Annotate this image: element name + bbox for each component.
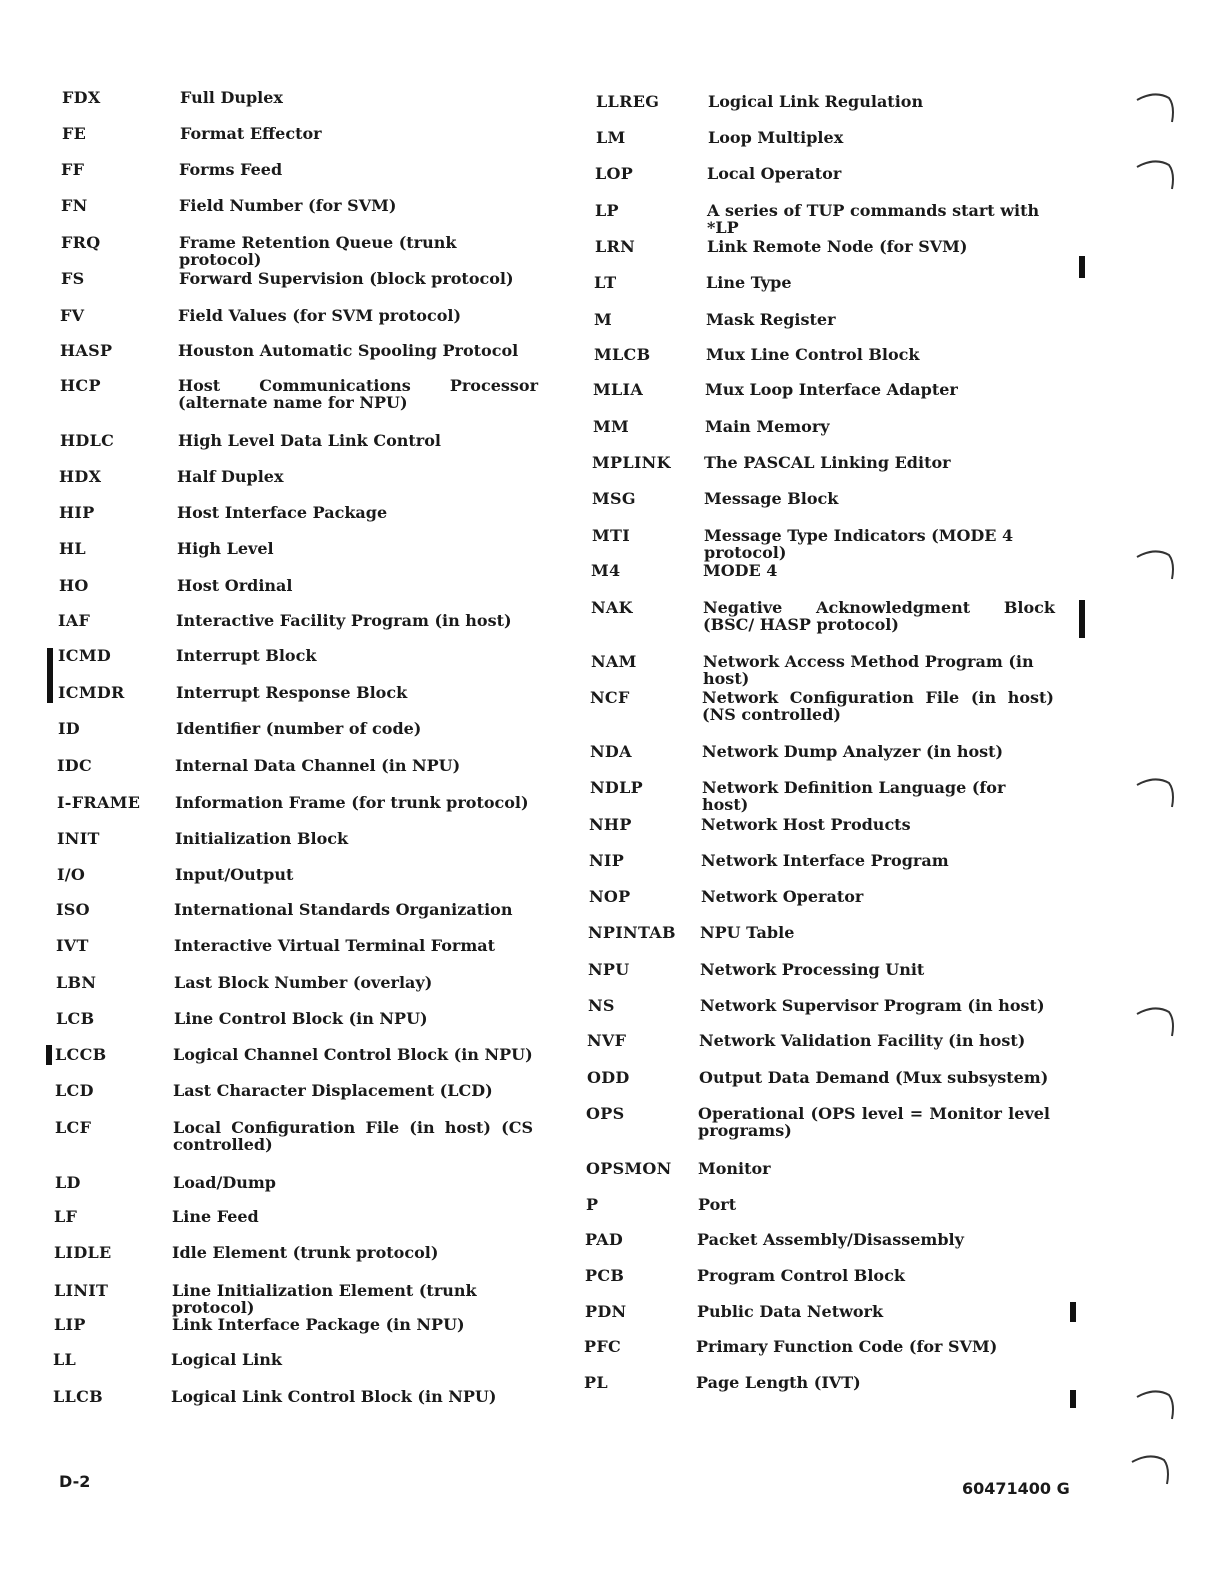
acronym: LD <box>55 1173 81 1192</box>
definition: Network Validation Facility (in host) <box>699 1031 1026 1050</box>
change-bar <box>1070 1302 1076 1322</box>
definition: Input/Output <box>175 865 294 884</box>
definition: Primary Function Code (for SVM) <box>696 1337 998 1356</box>
acronym: HCP <box>60 376 101 395</box>
acronym: LIDLE <box>54 1243 112 1262</box>
acronym: HDX <box>59 467 102 486</box>
definition: Packet Assembly/Disassembly <box>697 1230 964 1249</box>
acronym: ICMD <box>58 646 112 665</box>
definition: Host Communications Processor (alternate name for NPU) <box>178 376 538 412</box>
definition: Monitor <box>698 1159 771 1178</box>
acronym: MLIA <box>593 380 644 399</box>
definition: Network Processing Unit <box>700 960 925 979</box>
definition: Field Values (for SVM protocol) <box>178 306 462 325</box>
acronym: M <box>594 310 613 329</box>
acronym: MTI <box>592 526 631 545</box>
acronym: LRN <box>595 237 636 256</box>
definition: Network Definition Language (for host) <box>702 778 1006 814</box>
acronym: NOP <box>589 887 631 906</box>
definition: Logical Link Regulation <box>708 92 924 111</box>
acronym: I-FRAME <box>57 793 141 812</box>
acronym: IVT <box>56 936 89 955</box>
acronym: HL <box>59 539 86 558</box>
acronym: NS <box>588 996 615 1015</box>
acronym: FS <box>61 269 85 288</box>
definition: Local Operator <box>707 164 842 183</box>
definition: NPU Table <box>700 923 795 942</box>
definition: Network Interface Program <box>701 851 949 870</box>
definition: Last Block Number (overlay) <box>174 973 433 992</box>
definition: Internal Data Channel (in NPU) <box>175 756 461 775</box>
acronym: NAM <box>591 652 637 671</box>
definition: MODE 4 <box>703 561 778 580</box>
acronym: LP <box>595 201 619 220</box>
definition: Logical Channel Control Block (in NPU) <box>173 1045 533 1064</box>
acronym: LBN <box>56 973 97 992</box>
definition: Interrupt Response Block <box>176 683 408 702</box>
definition: Houston Automatic Spooling Protocol <box>178 341 519 360</box>
change-bar <box>47 648 53 703</box>
binder-hole-mark <box>1135 1002 1180 1042</box>
definition: Initialization Block <box>175 829 349 848</box>
acronym: NDA <box>590 742 632 761</box>
definition: Public Data Network <box>697 1302 884 1321</box>
acronym: INIT <box>57 829 100 848</box>
definition: Identifier (number of code) <box>176 719 422 738</box>
acronym: NVF <box>587 1031 627 1050</box>
acronym: MPLINK <box>592 453 671 472</box>
definition: Message Block <box>704 489 839 508</box>
binder-hole-mark <box>1135 88 1180 128</box>
acronym: LLCB <box>53 1387 103 1406</box>
acronym: LCF <box>55 1118 92 1137</box>
definition: Line Control Block (in NPU) <box>174 1009 428 1028</box>
acronym: FE <box>62 124 87 143</box>
definition: Page Length (IVT) <box>696 1373 861 1392</box>
definition: Last Character Displacement (LCD) <box>173 1081 493 1100</box>
acronym: NPU <box>588 960 630 979</box>
acronym: NAK <box>591 598 633 617</box>
definition: Negative Acknowledgment Block (BSC/ HASP protocol) <box>703 598 1055 634</box>
definition: Logical Link Control Block (in NPU) <box>171 1387 497 1406</box>
definition: Network Dump Analyzer (in host) <box>702 742 1004 761</box>
definition: Local Configuration File (in host) (CS controlled) <box>173 1118 533 1154</box>
acronym: LCD <box>55 1081 94 1100</box>
acronym: P <box>586 1195 599 1214</box>
definition: Operational (OPS level = Monitor level programs) <box>698 1104 1050 1140</box>
definition: Link Interface Package (in NPU) <box>172 1315 465 1334</box>
definition: Format Effector <box>180 124 322 143</box>
change-bar <box>1079 600 1085 638</box>
acronym: FRQ <box>61 233 101 252</box>
acronym: PFC <box>584 1337 622 1356</box>
definition: The PASCAL Linking Editor <box>704 453 951 472</box>
acronym: HASP <box>60 341 113 360</box>
acronym: PCB <box>585 1266 625 1285</box>
definition: Link Remote Node (for SVM) <box>707 237 968 256</box>
acronym: LIP <box>54 1315 86 1334</box>
acronym: M4 <box>591 561 621 580</box>
change-bar <box>1079 256 1085 278</box>
definition: Network Supervisor Program (in host) <box>700 996 1045 1015</box>
definition: Load/Dump <box>173 1173 276 1192</box>
definition: Forward Supervision (block protocol) <box>179 269 514 288</box>
definition: Network Configuration File (in host) (NS controlled) <box>702 688 1054 724</box>
definition: High Level <box>177 539 274 558</box>
acronym: ISO <box>56 900 90 919</box>
acronym: LF <box>54 1207 78 1226</box>
acronym: LL <box>53 1350 77 1369</box>
binder-hole-mark <box>1135 155 1180 195</box>
definition: Network Host Products <box>701 815 911 834</box>
acronym: LCB <box>56 1009 95 1028</box>
acronym: MLCB <box>594 345 651 364</box>
page-number: D-2 <box>59 1472 91 1491</box>
change-bar <box>1070 1390 1076 1408</box>
acronym: NDLP <box>590 778 643 797</box>
binder-hole-mark <box>1135 545 1180 585</box>
definition: Logical Link <box>171 1350 282 1369</box>
definition: Forms Feed <box>179 160 283 179</box>
acronym: MSG <box>592 489 636 508</box>
definition: Interactive Facility Program (in host) <box>176 611 512 630</box>
acronym: LT <box>594 273 617 292</box>
definition: Output Data Demand (Mux subsystem) <box>699 1068 1049 1087</box>
definition: Field Number (for SVM) <box>179 196 397 215</box>
acronym: ODD <box>587 1068 630 1087</box>
acronym: NIP <box>589 851 625 870</box>
acronym: LLREG <box>596 92 660 111</box>
definition: Message Type Indicators (MODE 4 protocol) <box>704 526 1014 562</box>
definition: Network Access Method Program (in host) <box>703 652 1034 688</box>
acronym: FF <box>61 160 85 179</box>
acronym: PAD <box>585 1230 624 1249</box>
definition: Full Duplex <box>180 88 283 107</box>
definition: Host Interface Package <box>177 503 388 522</box>
acronym: FN <box>61 196 88 215</box>
definition: Mask Register <box>706 310 836 329</box>
acronym: HIP <box>59 503 95 522</box>
acronym: PL <box>584 1373 608 1392</box>
binder-hole-mark <box>1135 1385 1180 1425</box>
definition: Loop Multiplex <box>708 128 844 147</box>
definition: Mux Line Control Block <box>706 345 920 364</box>
document-number: 60471400 G <box>962 1479 1070 1498</box>
acronym: NCF <box>590 688 630 707</box>
change-bar <box>46 1045 52 1065</box>
binder-hole-mark <box>1130 1450 1175 1490</box>
definition: International Standards Organization <box>174 900 513 919</box>
definition: Information Frame (for trunk protocol) <box>175 793 529 812</box>
acronym: PDN <box>585 1302 627 1321</box>
definition: A series of TUP commands start with *LP <box>707 201 1040 237</box>
definition: Line Type <box>706 273 792 292</box>
definition: Host Ordinal <box>177 576 293 595</box>
definition: Line Feed <box>172 1207 259 1226</box>
acronym: ICMDR <box>58 683 125 702</box>
acronym: MM <box>593 417 630 436</box>
definition: Interrupt Block <box>176 646 317 665</box>
acronym: FV <box>60 306 85 325</box>
acronym: OPS <box>586 1104 625 1123</box>
acronym: HDLC <box>60 431 115 450</box>
acronym: IAF <box>58 611 91 630</box>
definition: Main Memory <box>705 417 830 436</box>
definition: Network Operator <box>701 887 864 906</box>
acronym: LOP <box>595 164 634 183</box>
definition: Frame Retention Queue (trunk protocol) <box>179 233 457 269</box>
definition: Idle Element (trunk protocol) <box>172 1243 439 1262</box>
definition: Line Initialization Element (trunk protocol) <box>172 1281 477 1317</box>
definition: High Level Data Link Control <box>178 431 441 450</box>
definition: Interactive Virtual Terminal Format <box>174 936 496 955</box>
acronym: NPINTAB <box>588 923 676 942</box>
definition: Mux Loop Interface Adapter <box>705 380 958 399</box>
acronym: IDC <box>57 756 92 775</box>
binder-hole-mark <box>1135 773 1180 813</box>
definition: Port <box>698 1195 737 1214</box>
acronym: LM <box>596 128 626 147</box>
acronym: FDX <box>62 88 101 107</box>
definition: Program Control Block <box>697 1266 905 1285</box>
acronym: LCCB <box>55 1045 107 1064</box>
acronym: NHP <box>589 815 632 834</box>
acronym: OPSMON <box>586 1159 672 1178</box>
acronym: ID <box>58 719 80 738</box>
acronym: HO <box>59 576 89 595</box>
acronym: LINIT <box>54 1281 109 1300</box>
acronym: I/O <box>57 865 86 884</box>
definition: Half Duplex <box>177 467 284 486</box>
